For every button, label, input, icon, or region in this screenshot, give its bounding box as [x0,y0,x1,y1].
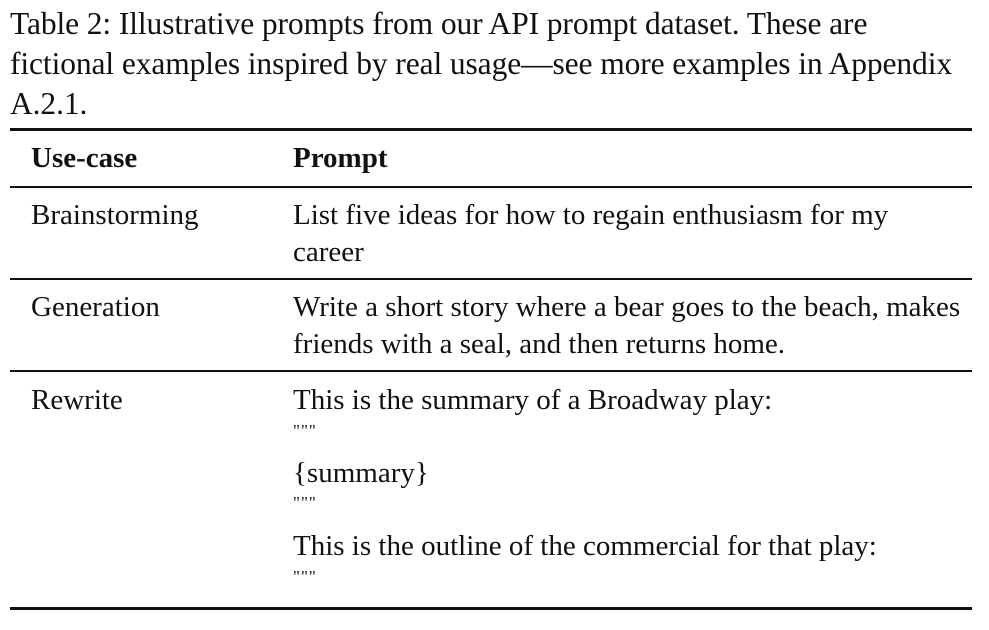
prompt-line-quotes: """ [293,567,317,586]
prompt-line-outline-intro: This is the outline of the commercial for that play: [293,530,877,562]
row-prompt: Write a short story where a bear goes to the beach, makes friends with a seal, and then returns home. [293,291,961,360]
row-use-case: Brainstorming [31,199,199,231]
table-row-divider [10,278,972,280]
table-caption: Table 2: Illustrative prompts from our API prompt dataset. These are fictional examples inspired by real usage—see more examples in Appendix A.2.1. [10,6,952,121]
row-use-case: Generation [31,291,160,323]
prompt-line-quotes: """ [293,421,317,440]
table-row-divider [10,370,972,372]
prompt-line-summary-placeholder: {summary} [293,457,429,489]
header-prompt: Prompt [293,142,388,174]
table-top-rule [10,128,972,131]
table-bottom-rule [10,607,972,610]
prompt-line-quotes: """ [293,493,317,512]
prompt-line-summary-intro: This is the summary of a Broadway play: [293,384,773,416]
table-header-rule [10,186,972,188]
row-prompt: List five ideas for how to regain enthusiasm for my career [293,199,889,268]
row-use-case: Rewrite [31,384,123,416]
header-use-case: Use-case [31,142,138,174]
